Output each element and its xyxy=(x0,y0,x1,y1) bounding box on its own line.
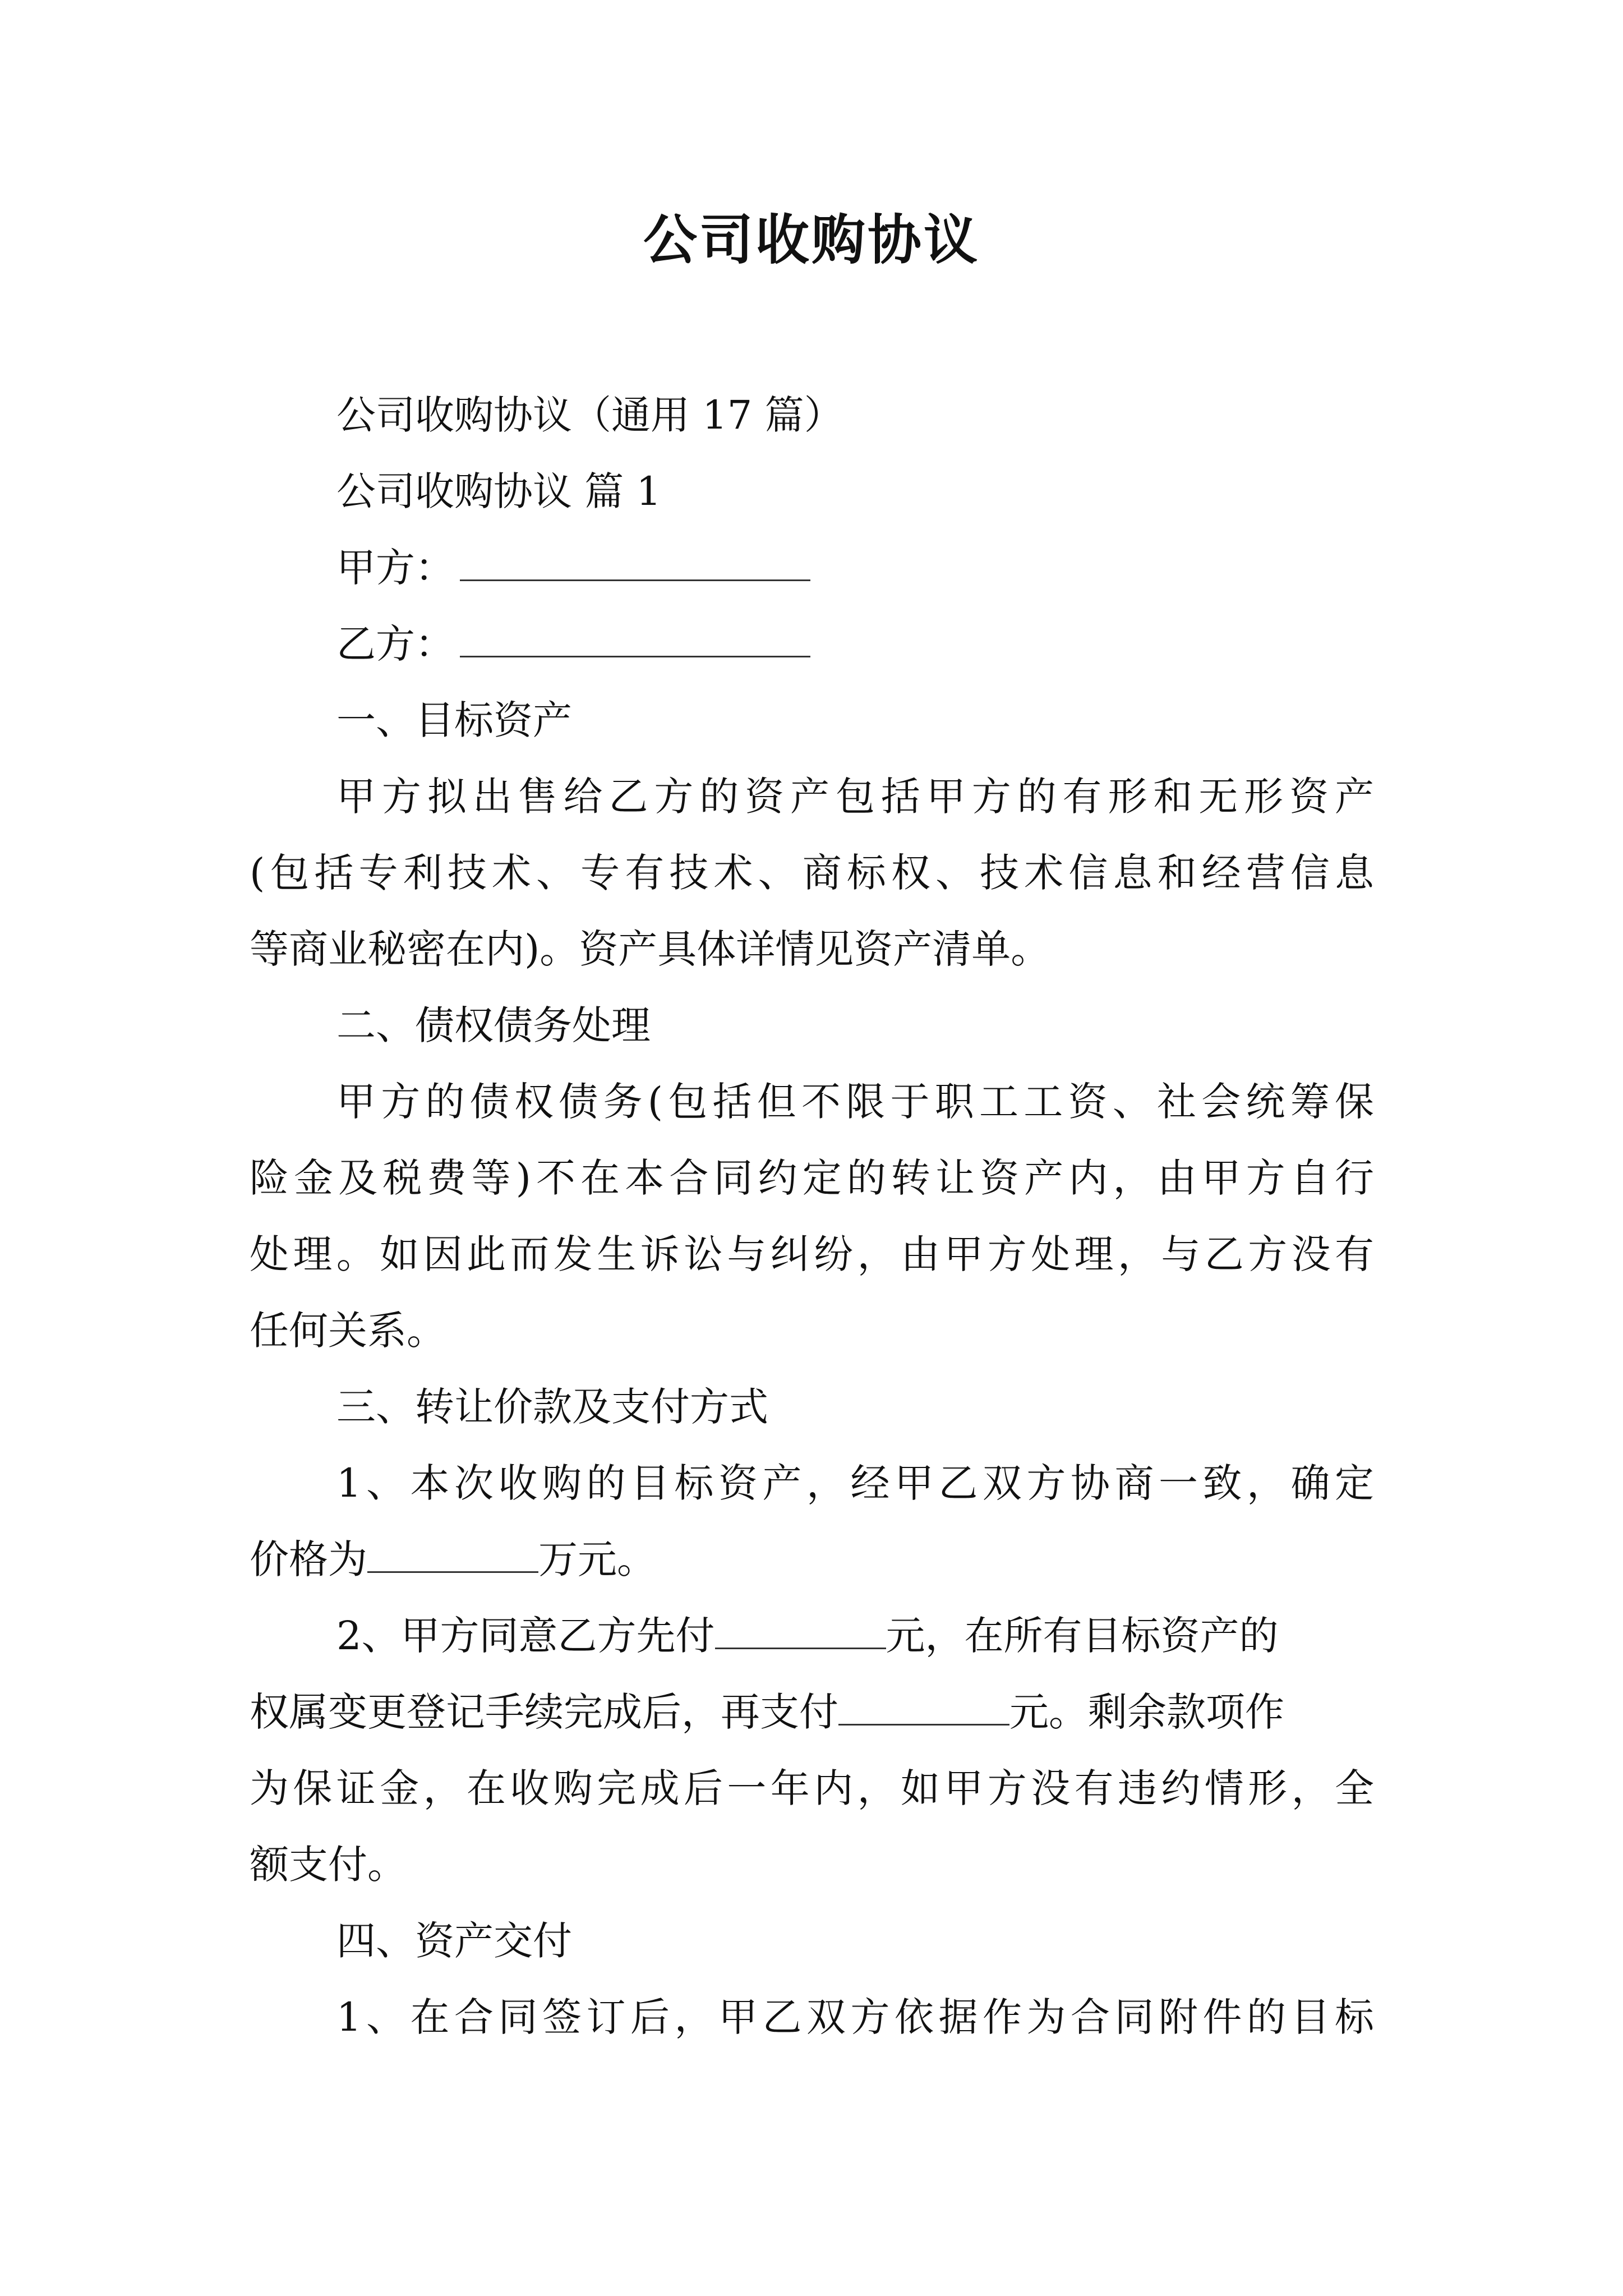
section-3-payment-line xyxy=(336,1608,1279,1664)
section-4-paragraph-line: 1、在合同签订后，甲乙双方依据作为合同附件的目标 xyxy=(336,1994,1374,2040)
piece-heading: 公司收购协议 篇 1 xyxy=(336,468,662,514)
section-3-payment-line xyxy=(250,1684,1284,1740)
section-1-paragraph-line: 等商业秘密在内)。资产具体详情见资产清单。 xyxy=(250,926,1050,972)
section-3-price-line xyxy=(250,1531,656,1588)
document-title: 公司收购协议 xyxy=(643,208,980,272)
prepay-blank xyxy=(715,1608,886,1649)
section-2-heading: 二、债权债务处理 xyxy=(336,1002,651,1048)
second-payment-blank xyxy=(838,1685,1009,1726)
party-a-label: 甲方： xyxy=(336,545,454,591)
party-a-line xyxy=(336,540,810,596)
prepay-label: 2、甲方同意乙方先付 xyxy=(336,1613,715,1659)
document-subtitle: 公司收购协议（通用 17 篇） xyxy=(336,392,843,438)
price-label: 价格为 xyxy=(250,1536,367,1582)
section-3-paragraph-line: 1、本次收购的目标资产，经甲乙双方协商一致，确定 xyxy=(336,1460,1374,1506)
section-3-paragraph-line: 为保证金，在收购完成后一年内，如甲方没有违约情形，全 xyxy=(250,1765,1374,1811)
section-2-paragraph-line: 任何关系。 xyxy=(250,1308,446,1354)
party-b-label: 乙方： xyxy=(336,621,454,667)
party-b-line xyxy=(336,616,810,672)
price-unit: 万元。 xyxy=(538,1536,656,1582)
section-2-paragraph-line: 处理。如因此而发生诉讼与纠纷，由甲方处理，与乙方没有 xyxy=(250,1231,1374,1277)
section-2-paragraph-line: 险金及税费等)不在本合同约定的转让资产内，由甲方自行 xyxy=(250,1155,1374,1201)
section-1-paragraph-line: (包括专利技术、专有技术、商标权、技术信息和经营信息 xyxy=(250,850,1374,896)
party-b-blank xyxy=(460,616,810,657)
section-4-heading: 四、资产交付 xyxy=(336,1918,572,1964)
prepay-tail: 元，在所有目标资产的 xyxy=(886,1613,1279,1659)
section-3-paragraph-line: 额支付。 xyxy=(250,1842,407,1888)
second-payment-label: 权属变更登记手续完成后，再支付 xyxy=(250,1689,838,1735)
second-payment-tail: 元。剩余款项作 xyxy=(1009,1689,1284,1735)
section-1-heading: 一、目标资产 xyxy=(336,697,572,743)
section-3-heading: 三、转让价款及支付方式 xyxy=(336,1384,768,1430)
price-blank xyxy=(367,1532,538,1573)
party-a-blank xyxy=(460,540,810,581)
section-1-paragraph-line: 甲方拟出售给乙方的资产包括甲方的有形和无形资产 xyxy=(336,774,1374,820)
section-2-paragraph-line: 甲方的债权债务(包括但不限于职工工资、社会统筹保 xyxy=(336,1079,1374,1125)
